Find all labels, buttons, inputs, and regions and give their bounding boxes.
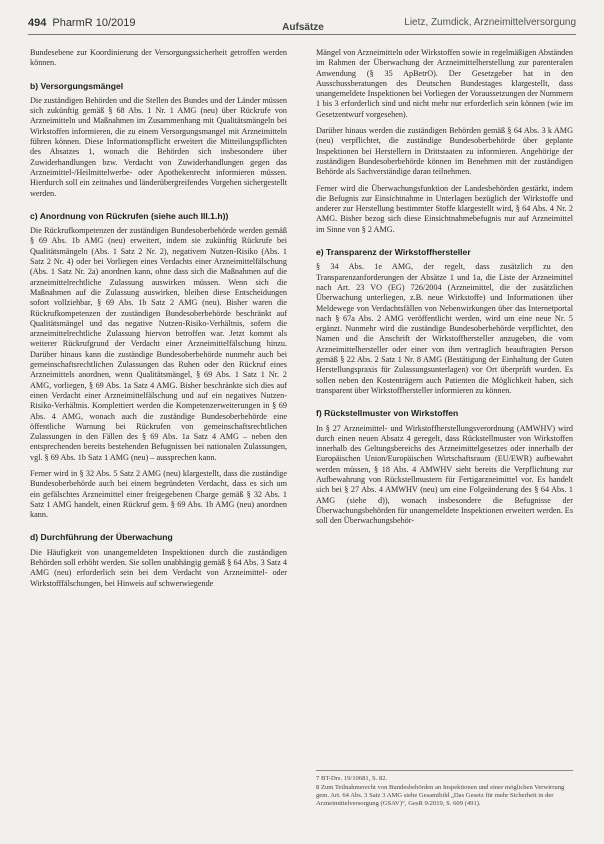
paragraph: Die Häufigkeit von unangemeldeten Inspektionen durch die zuständigen Behörden soll erhöht werden. Sie sollen unabhängig gemäß § 64 Abs. 3 Satz 4 AMG (neu) erforderlich sein bei dem Verdacht von Arzneimittel- oder Wirkstofffälschungen, bei Hinweis auf schwerwiegende: [30, 547, 287, 588]
page-number: 494: [28, 17, 47, 29]
footnote: 7 BT-Drs. 19/10681, S. 82.: [316, 775, 388, 782]
footnote: 8 Zum Teilnahmerecht von Bundesbehörden an Inspektionen und einer möglichen Verwirrung gem. Art. 64 Abs. 3 Satz 3 AMG siehe Gesamtbild „Das Gesetz für mehr Sicherheit in der Arzneimittelversorgung (GSAV)“, GesR 9/2019, S. 609 (491).: [316, 784, 565, 807]
section-heading: e) Transparenz der Wirkstoffhersteller: [316, 247, 471, 258]
paragraph: § 34 Abs. 1e AMG, der regelt, dass zusätzlich zu den Transparenzanforderungen der Absätze 1 und 1a, die Liste der Arzneimittel nach Art. 23 VO (EG) 726/2004 (Arzneimittel, die der zusätzlichen Überwachung unterliegen, z.B. neue Wirkstoffe) und Informationen über Meldewege von Verdachtsfällen von Nebenwirkungen über das Internetportal nach § 67a Abs. 2 AMG veröffentlicht werden, wird um eine neue Nr. 5 ergänzt. Nunmehr wird die zuständige Bundesoberbehörde verpflichtet, den Namen und die Anschrift der Wirkstoffhersteller anzugeben, die vom Arzneimittelhersteller oder einer von ihm vertraglich beauftragten Person gemäß § 22 Abs. 2 Satz 1 Nr. 8 AMG (Bestätigung der Einhaltung der Guten Herstellungspraxis für Zulassungsunterlagen) vor Ort überprüft wurden. Es sollen neben den Kostenträgern auch Patienten die Möglichkeit haben, sich transparent über Wirkstoffhersteller informieren zu können.: [316, 262, 573, 395]
paragraph: Darüber hinaus werden die zuständigen Behörden gemäß § 64 Abs. 3 k AMG (neu) verpflichtet, die zuständige Bundesoberbehörde über geplante Inspektionen bei Herstellern in Drittstaaten zu informieren. Angehörige der zuständigen Bundesoberbehörde können im Benehmen mit der zuständigen Behörde als Sachverständige daran teilnehmen.: [316, 126, 573, 177]
left-column: [30, 48, 287, 595]
section-heading: f) Rückstellmuster von Wirkstoffen: [316, 408, 459, 419]
running-title: Lietz, Zumdick, Arzneimittelversorgung: [404, 17, 576, 28]
paragraph: Bundesebene zur Koordinierung der Versorgungssicherheit getroffen werden können.: [30, 48, 287, 68]
journal-name: PharmR 10/2019: [52, 17, 136, 29]
section-heading: b) Versorgungsmängel: [30, 80, 124, 91]
section-heading: d) Durchführung der Überwachung: [30, 532, 173, 543]
paragraph: Ferner wird in § 32 Abs. 5 Satz 2 AMG (neu) klargestellt, dass die zuständige Bundesoberbehörde auch bei einem begründeten Verdacht, dass es sich um ein gefälschtes Arzneimittel einer freigegebenen Charge gemäß § 32 Abs. 1 Satz 1 AMG handelt, einen Rückruf gem. § 69 Abs. 1b AMG (neu) anordnen kann.: [30, 468, 287, 520]
section-heading: c) Anordnung von Rückrufen (siehe auch III.1.h)): [30, 210, 229, 221]
header-rule: [28, 34, 576, 35]
paragraph: Ferner wird die Überwachungsfunktion der Landesbehörden gestärkt, indem die Befugnis zur Einsichtnahme in Unterlagen bezüglich der Wirkstoffe und anderer zur Herstellung bestimmter Stoffe klargestellt wird, § 64 Abs. 4 Nr. 2 AMG. Bisher bezog sich diese Einsichtnahmebefugnis nur auf Arzneimittel im Sinne von § 2 AMG.: [316, 183, 573, 234]
paragraph: Die zuständigen Behörden und die Stellen des Bundes und der Länder müssen sich zukünftig gemäß § 68 Abs. 1 Nr. 1 AMG (neu) über Rückrufe von Arzneimitteln und Maßnahmen im Zusammenhang mit Qualitätsmängeln bei Wirkstoffen informieren, die zu einem Versorgungsmangel mit Arzneimitteln führen können. Diese Informationspflicht erweitert die Mitteilungspflichten des Absatzes 1, wonach die Behörden sich insbesondere über Zuwiderhandlungen bzw. Verdacht von Zuwiderhandlungen gegen das Arzneimittel-/Heilmittelwerbe- oder Apothekenrecht informieren müssen. Hierdurch soll ein zeitnahes und länderübergreifendes Vorgehen sichergestellt werden.: [30, 95, 287, 198]
header-left: [28, 17, 136, 29]
paragraph: In § 27 Arzneimittel- und Wirkstoffherstellungsverordnung (AMWHV) wird durch einen neuen Absatz 4 geregelt, dass Rückstellmuster von Wirkstoffen innerhalb des Geltungsbereichs des Arzneimittelgesetzes oder innerhalb der Europäischen Union/Europäischen Wirtschaftsraum (EU/EWR) aufbewahrt werden müssen, § 18 Abs. 4 AMWHV sieht bereits die Verpflichtung zur Aufbewahrung von Rückstellmustern für Fertigarzneimittel vor. Es handelt sich bei § 27 Abs. 4 AMWHV (neu) um eine Folgeänderung des § 64 Abs. 1 AMG (siehe d)), wonach insbesondere die Befugnisse der Überwachungsbehörden für unangemeldete Inspektionen erweitert werden. Es soll den Überwachungsbehör-: [316, 423, 573, 526]
paragraph: Die Rückrufkompetenzen der zuständigen Bundesoberbehörde werden gemäß § 69 Abs. 1b AMG (neu) erweitert, indem sie zukünftig Rückrufe bei Qualitätsmängeln (Abs. 1 Satz 2 Nr. 2), negativem Nutzen-Risiko (Abs. 1 Satz 2 Nr. 4) oder bei Vorliegen eines Verdachts einer Arzneimittelfälschung (Abs. 1 Satz Nr. 2a) anordnen kann, ohne dass sich die Maßnahmen auf die arzneimittelrechtliche Zulassung auswirken müssen. Wenn sich die Maßnahmen auf die Zulassung auswirken, bleiben diese Entscheidungen sofort vollziehbar, § 69 Abs. 1b Satz 2 AMG (neu). Bisher waren die Rückrufkompetenzen der zuständigen Bundesoberbehörde beschränkt auf Qualitätsmängel und das negative Nutzen-Risiko-Verhältnis, sofern die arzneimittelrechtliche Zulassung hiervon betroffen war. Jetzt kommt als weiterer Rückrufgrund der Verdacht einer Arzneimittelfälschung hinzu. Darüber hinaus kann die zuständige Bundesoberbehörde nunmehr auch bei gemeinschaftsrechtlichen Zulassungen das Ruhen oder den Rückruf eines Arzneimittels anordnen, wenn Qualitätsmängel, § 69 Abs. 1 Satz 1 Nr. 2 AMG, vorliegen, § 69 Abs. 1a Satz 4 AMG. Bisher beschränkte sich dies auf einen Verdacht einer Arzneimittelfälschung und auf ein negatives Nutzen-Risiko-Verhältnis. Komplettiert werden die Kompetenzerweiterungen in § 69 Abs. 4 AMG, wonach auch die zuständige Bundesoberbehörde eine öffentliche Warnung bei Rückrufen von gemeinschaftsrechtlichen Zulassungen in den Fällen des § 69 Abs. 1a Satz 4 AMG – neben den entsprechenden bereits bestehenden Befugnissen bei nationalen Zulassungen, vgl. § 69 Abs. 1b Satz 1 AMG (neu) – aussprechen kann.: [30, 226, 287, 462]
right-column: [316, 48, 573, 532]
section-label: Aufsätze: [282, 22, 324, 33]
page-header: [28, 14, 576, 36]
footnotes: [316, 770, 573, 809]
paragraph: Mängel von Arzneimitteln oder Wirkstoffen sowie in regelmäßigen Abständen im Rahmen der Überwachung der Arzneimittelherstellung zur parenteralen Anwendung (§ 35 ApBetrO). Der Gesetzgeber hat in den Ausschussberatungen des Deutschen Bundestages klargestellt, dass unangemeldete Inspektionen bei Vorliegen der Voraussetzungen der Nummern 1 bis 3 erforderlich sind und nicht mehr nur erforderlich sein können (wie im Gesetzentwurf vorgesehen).: [316, 48, 573, 119]
